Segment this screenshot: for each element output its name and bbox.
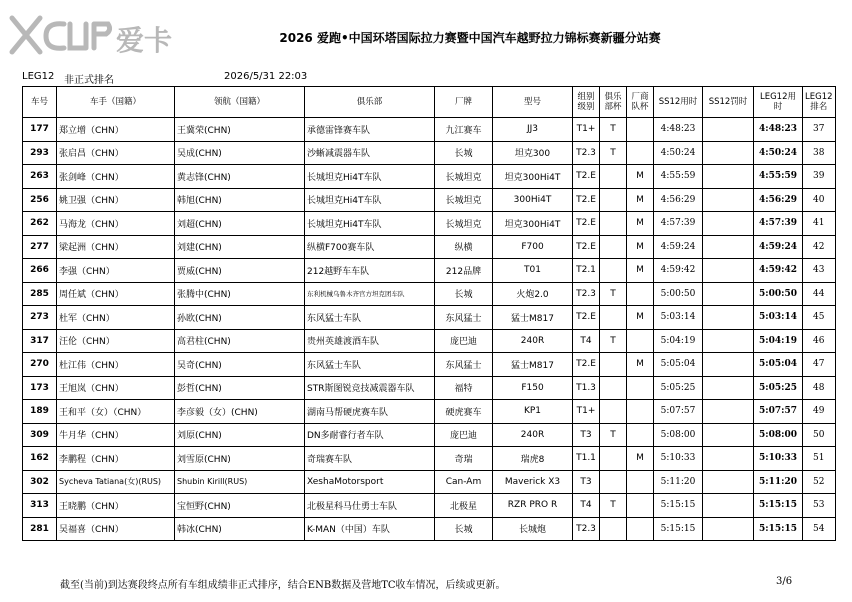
cell-leg12-rank: 49	[803, 400, 836, 424]
cell-codriver: 韩冰(CHN)	[175, 517, 305, 541]
cell-car-no: 189	[23, 400, 57, 424]
cell-leg12-rank: 45	[803, 306, 836, 330]
cell-ss12-penalty	[703, 494, 754, 518]
cell-leg12-time: 5:15:15	[754, 494, 803, 518]
cell-car-no: 313	[23, 494, 57, 518]
cell-model: F700	[493, 235, 573, 259]
cell-leg12-rank: 48	[803, 376, 836, 400]
cell-ss12-penalty	[703, 517, 754, 541]
cell-ss12-penalty	[703, 141, 754, 165]
cell-team-cup	[627, 470, 654, 494]
cell-club-cup	[600, 259, 627, 283]
cell-car-no: 270	[23, 353, 57, 377]
cell-model: 240R	[493, 329, 573, 353]
cell-ss12-penalty	[703, 400, 754, 424]
cell-ss12-time: 4:57:39	[654, 212, 703, 236]
table-row	[23, 329, 836, 353]
cell-driver: 马海龙（CHN）	[57, 212, 175, 236]
cell-club: 承德雷锋赛车队	[305, 118, 435, 142]
cell-club: 长城坦克Hi4T车队	[305, 212, 435, 236]
cell-car-no: 302	[23, 470, 57, 494]
cell-ss12-penalty	[703, 447, 754, 471]
cell-leg12-time: 4:57:39	[754, 212, 803, 236]
cell-driver: 汪伦（CHN）	[57, 329, 175, 353]
cell-club: 东风猛士车队	[305, 306, 435, 330]
cell-team-cup: M	[627, 212, 654, 236]
cell-group: T1+	[573, 118, 600, 142]
cell-codriver: 韩旭(CHN)	[175, 188, 305, 212]
cell-leg12-rank: 50	[803, 423, 836, 447]
cell-brand: 纵横	[435, 235, 493, 259]
cell-codriver: 吴奇(CHN)	[175, 353, 305, 377]
cell-codriver: 李彦毅（女）(CHN)	[175, 400, 305, 424]
cell-car-no: 177	[23, 118, 57, 142]
cell-group: T1.3	[573, 376, 600, 400]
cell-ss12-time: 5:10:33	[654, 447, 703, 471]
table-row	[23, 235, 836, 259]
cell-club: 沙蜥减震器车队	[305, 141, 435, 165]
cell-club-cup: T	[600, 118, 627, 142]
table-row	[23, 118, 836, 142]
cell-team-cup	[627, 329, 654, 353]
cell-leg12-time: 4:56:29	[754, 188, 803, 212]
cell-brand: 福特	[435, 376, 493, 400]
cell-team-cup	[627, 376, 654, 400]
cell-driver: 杜江伟（CHN）	[57, 353, 175, 377]
cell-club: 北极星科马仕勇士车队	[305, 494, 435, 518]
cell-ss12-time: 5:05:25	[654, 376, 703, 400]
cell-brand: Can-Am	[435, 470, 493, 494]
cell-driver: 郑立增（CHN）	[57, 118, 175, 142]
cell-driver: 张启昌（CHN）	[57, 141, 175, 165]
col-club-cup-header: 俱乐部杯	[600, 87, 627, 118]
ranking-status-label: 非正式排名	[64, 75, 114, 86]
cell-leg12-time: 5:00:50	[754, 282, 803, 306]
cell-brand: 奇瑞	[435, 447, 493, 471]
col-ss12-time-header: SS12用时	[654, 87, 703, 118]
cell-group: T4	[573, 494, 600, 518]
cell-model: 长城炮	[493, 517, 573, 541]
cell-club: XeshaMotorsport	[305, 470, 435, 494]
cell-leg12-time: 4:59:24	[754, 235, 803, 259]
cell-club-cup	[600, 376, 627, 400]
cell-ss12-penalty	[703, 165, 754, 189]
cell-club-cup: T	[600, 141, 627, 165]
cell-group: T2.E	[573, 353, 600, 377]
cell-leg12-time: 5:04:19	[754, 329, 803, 353]
cell-leg12-time: 4:48:23	[754, 118, 803, 142]
cell-leg12-time: 5:10:33	[754, 447, 803, 471]
cell-ss12-time: 5:15:15	[654, 517, 703, 541]
cell-club: DN多耐睿行者车队	[305, 423, 435, 447]
cell-club: 212越野车车队	[305, 259, 435, 283]
cell-car-no: 281	[23, 517, 57, 541]
datetime-label: 2026/5/31 22:03	[224, 71, 308, 82]
cell-codriver: 吴成(CHN)	[175, 141, 305, 165]
cell-club-cup	[600, 306, 627, 330]
cell-group: T2.E	[573, 212, 600, 236]
cell-team-cup	[627, 423, 654, 447]
cell-brand: 东风猛士	[435, 353, 493, 377]
cell-brand: 北极星	[435, 494, 493, 518]
cell-club-cup	[600, 188, 627, 212]
svg-text:爱卡: 爱卡	[116, 24, 173, 57]
cell-leg12-rank: 43	[803, 259, 836, 283]
cell-codriver: 刘雪原(CHN)	[175, 447, 305, 471]
cell-ss12-time: 5:07:57	[654, 400, 703, 424]
table-row	[23, 353, 836, 377]
cell-club: 长城坦克Hi4T车队	[305, 165, 435, 189]
cell-ss12-penalty	[703, 376, 754, 400]
cell-group: T1+	[573, 400, 600, 424]
cell-driver: 李鹏程（CHN）	[57, 447, 175, 471]
cell-car-no: 273	[23, 306, 57, 330]
cell-group: T1.1	[573, 447, 600, 471]
cell-leg12-rank: 39	[803, 165, 836, 189]
cell-brand: 硬虎赛车	[435, 400, 493, 424]
cell-brand: 长城	[435, 282, 493, 306]
results-table	[22, 86, 836, 541]
cell-car-no: 293	[23, 141, 57, 165]
col-model-header: 型号	[493, 87, 573, 118]
cell-codriver: 宝恒野(CHN)	[175, 494, 305, 518]
cell-group: T2.3	[573, 517, 600, 541]
cell-team-cup: M	[627, 353, 654, 377]
col-team-cup-header: 厂商队杯	[627, 87, 654, 118]
cell-club: 奇瑞赛车队	[305, 447, 435, 471]
cell-model: 坦克300Hi4T	[493, 165, 573, 189]
cell-ss12-time: 5:04:19	[654, 329, 703, 353]
cell-brand: 长城	[435, 517, 493, 541]
table-row	[23, 282, 836, 306]
cell-ss12-time: 5:15:15	[654, 494, 703, 518]
table-row	[23, 141, 836, 165]
table-row	[23, 306, 836, 330]
cell-ss12-penalty	[703, 188, 754, 212]
cell-ss12-time: 5:03:14	[654, 306, 703, 330]
cell-team-cup: M	[627, 447, 654, 471]
footer-note: 截至(当前)到达赛段终点所有车组成绩非正式排序，结合ENB数据及营地TC收车情况，后续或更新。	[60, 580, 506, 591]
cell-driver: 牛月华（CHN）	[57, 423, 175, 447]
table-row	[23, 400, 836, 424]
cell-brand: 庞巴迪	[435, 423, 493, 447]
cell-club-cup	[600, 400, 627, 424]
table-row	[23, 494, 836, 518]
cell-club-cup: T	[600, 282, 627, 306]
cell-leg12-time: 5:05:04	[754, 353, 803, 377]
cell-brand: 长城坦克	[435, 165, 493, 189]
table-row	[23, 517, 836, 541]
cell-ss12-time: 5:11:20	[654, 470, 703, 494]
cell-group: T2.3	[573, 282, 600, 306]
cell-leg12-rank: 54	[803, 517, 836, 541]
cell-ss12-penalty	[703, 118, 754, 142]
cell-codriver: Shubin Kirill(RUS)	[175, 470, 305, 494]
cell-driver: 张剑峰（CHN）	[57, 165, 175, 189]
cell-ss12-time: 4:55:59	[654, 165, 703, 189]
col-leg12-time-header: LEG12用时	[754, 87, 803, 118]
cell-leg12-time: 4:59:42	[754, 259, 803, 283]
table-row	[23, 423, 836, 447]
table-row	[23, 165, 836, 189]
cell-club-cup	[600, 165, 627, 189]
cell-driver: 王和平（女）（CHN）	[57, 400, 175, 424]
cell-driver: 杜军（CHN）	[57, 306, 175, 330]
table-row	[23, 188, 836, 212]
cell-ss12-time: 5:08:00	[654, 423, 703, 447]
cell-club: STR斯图锐竞技减震器车队	[305, 376, 435, 400]
cell-codriver: 贾威(CHN)	[175, 259, 305, 283]
col-brand-header: 厂牌	[435, 87, 493, 118]
cell-leg12-time: 5:07:57	[754, 400, 803, 424]
cell-ss12-penalty	[703, 470, 754, 494]
cell-brand: 长城坦克	[435, 188, 493, 212]
cell-leg12-rank: 51	[803, 447, 836, 471]
cell-ss12-penalty	[703, 423, 754, 447]
cell-ss12-time: 4:59:42	[654, 259, 703, 283]
cell-ss12-time: 4:56:29	[654, 188, 703, 212]
cell-club-cup	[600, 517, 627, 541]
cell-ss12-time: 5:00:50	[654, 282, 703, 306]
cell-leg12-rank: 52	[803, 470, 836, 494]
cell-brand: 212品牌	[435, 259, 493, 283]
cell-ss12-penalty	[703, 259, 754, 283]
cell-model: 瑞虎8	[493, 447, 573, 471]
cell-club-cup: T	[600, 423, 627, 447]
cell-leg12-time: 5:11:20	[754, 470, 803, 494]
cell-codriver: 黄志锋(CHN)	[175, 165, 305, 189]
cell-brand: 长城坦克	[435, 212, 493, 236]
cell-group: T2.3	[573, 141, 600, 165]
cell-team-cup	[627, 517, 654, 541]
table-row	[23, 447, 836, 471]
cell-driver: 周任斌（CHN）	[57, 282, 175, 306]
cell-car-no: 309	[23, 423, 57, 447]
cell-codriver: 孙欧(CHN)	[175, 306, 305, 330]
cell-club-cup	[600, 470, 627, 494]
cell-club-cup	[600, 212, 627, 236]
cell-model: JJ3	[493, 118, 573, 142]
col-codriver-header: 领航（国籍）	[175, 87, 305, 118]
cell-ss12-time: 4:48:23	[654, 118, 703, 142]
cell-leg12-time: 5:03:14	[754, 306, 803, 330]
cell-leg12-time: 4:55:59	[754, 165, 803, 189]
cell-club: 纵横F700赛车队	[305, 235, 435, 259]
cell-group: T2.E	[573, 235, 600, 259]
col-group-header: 组别级别	[573, 87, 600, 118]
cell-team-cup: M	[627, 306, 654, 330]
cell-leg12-rank: 38	[803, 141, 836, 165]
cell-model: F150	[493, 376, 573, 400]
cell-ss12-penalty	[703, 353, 754, 377]
cell-ss12-time: 4:59:24	[654, 235, 703, 259]
col-car-no-header: 车号	[23, 87, 57, 118]
cell-leg12-rank: 41	[803, 212, 836, 236]
cell-team-cup	[627, 118, 654, 142]
cell-model: 猛士M817	[493, 353, 573, 377]
cell-ss12-time: 4:50:24	[654, 141, 703, 165]
cell-leg12-time: 5:05:25	[754, 376, 803, 400]
cell-codriver: 张腾中(CHN)	[175, 282, 305, 306]
cell-leg12-time: 5:08:00	[754, 423, 803, 447]
leg-label: LEG12	[22, 71, 55, 82]
cell-driver: Sycheva Tatiana(女)(RUS)	[57, 470, 175, 494]
col-club-header: 俱乐部	[305, 87, 435, 118]
cell-codriver: 刘原(CHN)	[175, 423, 305, 447]
cell-codriver: 刘建(CHN)	[175, 235, 305, 259]
cell-leg12-rank: 40	[803, 188, 836, 212]
cell-club: 东风猛士车队	[305, 353, 435, 377]
cell-model: Maverick X3	[493, 470, 573, 494]
cell-club-cup: T	[600, 329, 627, 353]
cell-codriver: 高君柱(CHN)	[175, 329, 305, 353]
col-ss12-penalty-header: SS12罚时	[703, 87, 754, 118]
cell-leg12-rank: 37	[803, 118, 836, 142]
cell-brand: 九江赛车	[435, 118, 493, 142]
cell-driver: 王旭岚（CHN）	[57, 376, 175, 400]
cell-model: 240R	[493, 423, 573, 447]
cell-ss12-time: 5:05:04	[654, 353, 703, 377]
cell-team-cup: M	[627, 235, 654, 259]
page-title: 2026 爱跑•中国环塔国际拉力赛暨中国汽车越野拉力锦标赛新疆分站赛	[279, 31, 661, 45]
cell-team-cup: M	[627, 259, 654, 283]
cell-team-cup	[627, 282, 654, 306]
xcar-logo	[6, 12, 176, 60]
cell-car-no: 173	[23, 376, 57, 400]
table-row	[23, 376, 836, 400]
cell-model: 坦克300Hi4T	[493, 212, 573, 236]
table-row	[23, 470, 836, 494]
cell-codriver: 王冀荣(CHN)	[175, 118, 305, 142]
cell-ss12-penalty	[703, 212, 754, 236]
cell-car-no: 285	[23, 282, 57, 306]
cell-group: T3	[573, 470, 600, 494]
cell-club: 湖南马帮硬虎赛车队	[305, 400, 435, 424]
cell-group: T3	[573, 423, 600, 447]
col-leg12-rank-header: LEG12排名	[803, 87, 836, 118]
cell-ss12-penalty	[703, 306, 754, 330]
cell-leg12-rank: 44	[803, 282, 836, 306]
cell-group: T2.E	[573, 306, 600, 330]
cell-codriver: 彭哲(CHN)	[175, 376, 305, 400]
cell-group: T2.1	[573, 259, 600, 283]
cell-club-cup	[600, 447, 627, 471]
cell-car-no: 263	[23, 165, 57, 189]
cell-team-cup: M	[627, 165, 654, 189]
cell-car-no: 256	[23, 188, 57, 212]
cell-model: 坦克300	[493, 141, 573, 165]
cell-brand: 庞巴迪	[435, 329, 493, 353]
cell-brand: 长城	[435, 141, 493, 165]
cell-team-cup	[627, 494, 654, 518]
cell-car-no: 162	[23, 447, 57, 471]
cell-group: T2.E	[573, 165, 600, 189]
cell-leg12-rank: 53	[803, 494, 836, 518]
cell-club: 东利机械乌鲁木齐官方坦克团车队	[305, 282, 435, 306]
cell-car-no: 317	[23, 329, 57, 353]
cell-driver: 梁起洲（CHN）	[57, 235, 175, 259]
cell-car-no: 277	[23, 235, 57, 259]
table-row	[23, 259, 836, 283]
table-row	[23, 212, 836, 236]
cell-club-cup: T	[600, 494, 627, 518]
cell-driver: 李强（CHN）	[57, 259, 175, 283]
cell-model: 猛士M817	[493, 306, 573, 330]
col-driver-header: 车手（国籍）	[57, 87, 175, 118]
cell-club-cup	[600, 353, 627, 377]
cell-group: T4	[573, 329, 600, 353]
cell-driver: 吴福喜（CHN）	[57, 517, 175, 541]
cell-model: 300Hi4T	[493, 188, 573, 212]
cell-codriver: 刘超(CHN)	[175, 212, 305, 236]
cell-club: 长城坦克Hi4T车队	[305, 188, 435, 212]
cell-leg12-rank: 42	[803, 235, 836, 259]
cell-ss12-penalty	[703, 329, 754, 353]
cell-model: T01	[493, 259, 573, 283]
cell-team-cup	[627, 400, 654, 424]
cell-group: T2.E	[573, 188, 600, 212]
cell-driver: 王晓鹏（CHN）	[57, 494, 175, 518]
cell-leg12-rank: 46	[803, 329, 836, 353]
cell-leg12-time: 5:15:15	[754, 517, 803, 541]
cell-ss12-penalty	[703, 235, 754, 259]
cell-driver: 姚卫强（CHN）	[57, 188, 175, 212]
cell-leg12-time: 4:50:24	[754, 141, 803, 165]
cell-club: K-MAN（中国）车队	[305, 517, 435, 541]
cell-team-cup	[627, 141, 654, 165]
cell-model: 火炮2.0	[493, 282, 573, 306]
cell-club-cup	[600, 235, 627, 259]
cell-ss12-penalty	[703, 282, 754, 306]
cell-brand: 东风猛士	[435, 306, 493, 330]
cell-team-cup: M	[627, 188, 654, 212]
cell-car-no: 262	[23, 212, 57, 236]
cell-car-no: 266	[23, 259, 57, 283]
cell-club: 贵州英雄渡酒车队	[305, 329, 435, 353]
page-number: 3/6	[776, 576, 793, 587]
table-header-row	[23, 87, 836, 118]
cell-model: KP1	[493, 400, 573, 424]
cell-model: RZR PRO R	[493, 494, 573, 518]
cell-leg12-rank: 47	[803, 353, 836, 377]
